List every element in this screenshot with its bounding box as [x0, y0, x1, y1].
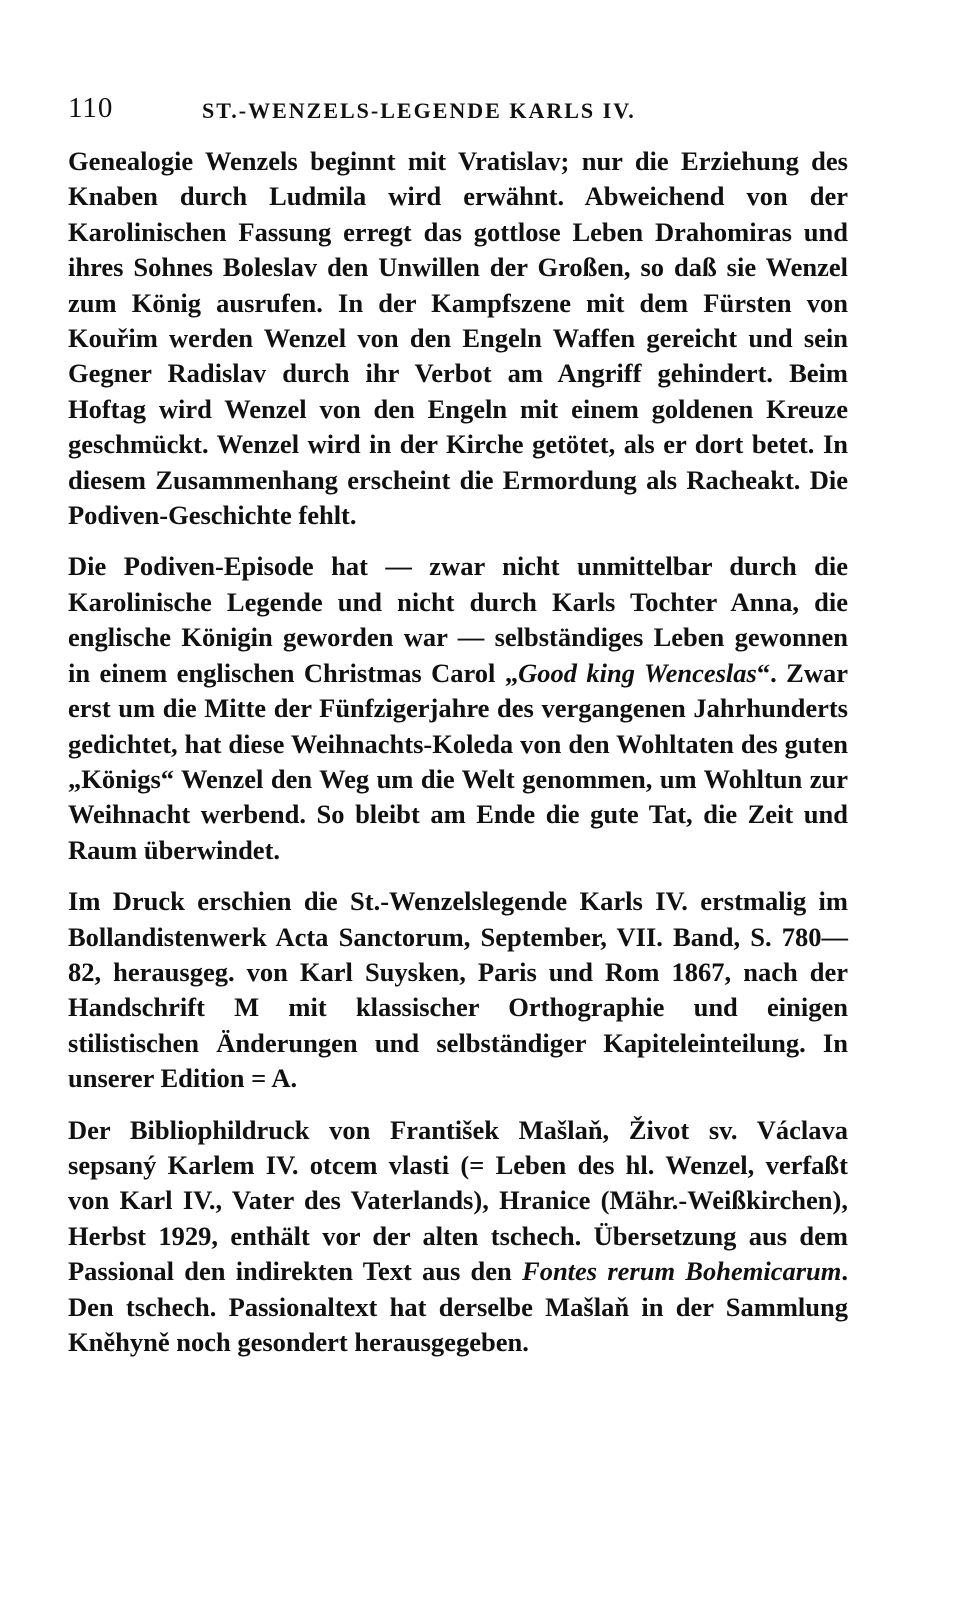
source-title: Fontes rerum Bohemicarum: [522, 1256, 842, 1287]
page-number: 110: [68, 92, 114, 124]
paragraph-bibliophile-print: [68, 1113, 848, 1361]
paragraph-text: Die Podiven-Episode hat — zwar nicht unmittelbar durch die Karolinische Legende und nicht durch Karls Tochter Anna, die englische Königin geworden war — selbständiges Leben gewonnen in einem englischen Christmas Carol „: [68, 551, 848, 688]
book-page: [68, 92, 848, 1376]
paragraph-genealogy: Genealogie Wenzels beginnt mit Vratislav; nur die Erziehung des Knaben durch Ludmila wird erwähnt. Abweichend von der Karolinischen Fassung erregt das gottlose Leben Drahomiras und ihres Sohnes Boleslav den Unwillen der Großen, so daß sie Wenzel zum König ausrufen. In der Kampfszene mit dem Fürsten von Kouřim werden Wenzel von den Engeln Waffen gereicht und sein Gegner Radislav durch ihr Verbot am Angriff gehindert. Beim Hoftag wird Wenzel von den Engeln mit einem goldenen Kreuze geschmückt. Wenzel wird in der Kirche getötet, als er dort betet. In diesem Zusammenhang erscheint die Ermordung als Racheakt. Die Podiven-Geschichte fehlt.: [68, 146, 848, 531]
paragraph-text: “. Zwar erst um die Mitte der Fünfzigerjahre des vergangenen Jahrhunderts gedichtet, hat diese Weihnachts-Koleda von den Wohltaten des guten „Königs“ Wenzel den Weg um die Welt genommen, um Wohltun zur Weihnacht werbend. So bleibt am Ende die gute Tat, die Zeit und Raum überwindet.: [68, 657, 848, 865]
paragraph-text: Der Bibliophildruck von František Mašlaň, Život sv. Václava sepsaný Karlem IV. otcem vlasti (= Leben des hl. Wenzel, verfaßt von Karl IV., Vater des Vaterlands), Hranice (Mähr.-Weißkirchen), Herbst 1929, enthält vor der alten tschech. Übersetzung aus dem Passional den indirekten Text aus den: [68, 1114, 848, 1287]
paragraph-first-print: Im Druck erschien die St.-Wenzelslegende Karls IV. erstmalig im Bollandistenwerk Acta Sanctorum, September, VII. Band, S. 780—82, herausgeg. von Karl Suysken, Paris und Rom 1867, nach der Handschrift M mit klassischer Orthographie und einigen stilistischen Änderungen und selbständiger Kapiteleinteilung. In unserer Edition = A.: [68, 886, 848, 1094]
running-head: [68, 92, 848, 134]
paragraph-podiven-episode: [68, 549, 848, 868]
carol-title: Good king Wenceslas: [518, 657, 757, 688]
running-title: ST.-WENZELS-LEGENDE KARLS IV.: [202, 98, 636, 123]
paragraph-text: . Den tschech. Passionaltext hat derselbe Mašlaň in der Sammlung Kněhyně noch gesondert herausgegeben.: [68, 1256, 848, 1357]
